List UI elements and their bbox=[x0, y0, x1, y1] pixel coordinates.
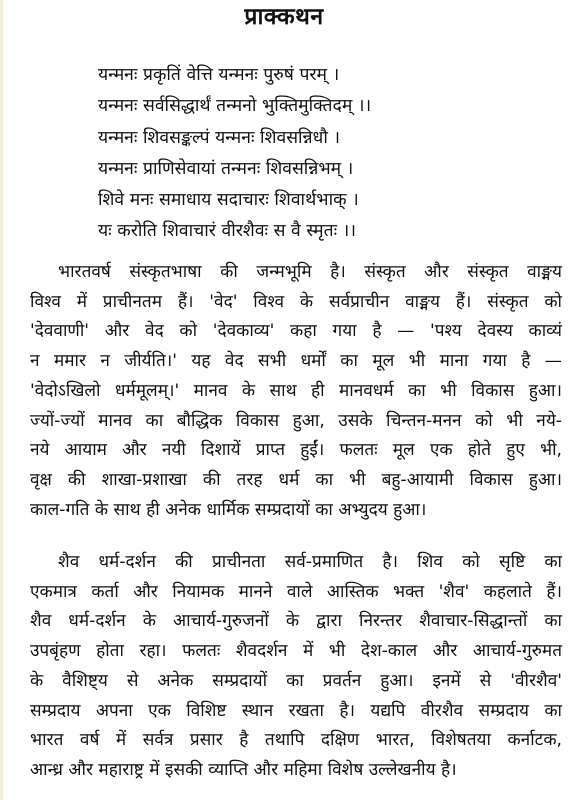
paragraph-line: नये आयाम और नयी दिशायें प्राप्त हुईं। फलतः मूल एक होते हुए भी, bbox=[30, 440, 562, 461]
verse-line: यन्मनः प्रकृतिं वेत्ति यन्मनः पुरुषं परम् । bbox=[98, 65, 340, 85]
verse-line: यन्मनः शिवसङ्कल्पं यन्मनः शिवसन्निधौ । bbox=[98, 127, 341, 148]
paragraph-line: एकमात्र कर्ता और नियामक मानने वाले आस्तिक भक्त 'शैव' कहलाते हैं। bbox=[30, 581, 562, 602]
verse-line: यन्मनः प्राणिसेवायां तन्मनः शिवसन्निभम् । bbox=[98, 158, 354, 179]
verse-line: यन्मनः सर्वसिद्धार्थं तन्मनो भुक्तिमुक्तिदम् ।। bbox=[98, 96, 372, 117]
paragraph-line: सम्प्रदाय अपना एक विशिष्ट स्थान रखता है। यद्यपि वीरशैव सम्प्रदाय का bbox=[30, 700, 562, 721]
paragraph-line: ज्यों-ज्यों मानव का बौद्धिक विकास हुआ, उसके चिन्तन-मनन को भी नये- bbox=[30, 410, 562, 431]
verse-line: यः करोति शिवाचारं वीरशैवः स वै स्मृतः ।। bbox=[98, 221, 356, 242]
paragraph-line: 'वेदोऽखिलो धर्ममूलम्।' मानव के साथ ही मानवधर्म का भी विकास हुआ। bbox=[30, 380, 562, 401]
paragraph-line: उपबृंहण होता रहा। फलतः शैवदर्शन में भी देश-काल और आचार्य-गुरुमत bbox=[30, 641, 562, 662]
page-edge bbox=[0, 0, 3, 800]
paragraph-line: 'देववाणी' और वेद को 'देवकाव्य' कहा गया है — 'पश्य देवस्य काव्यं bbox=[30, 321, 562, 342]
paragraph-line: भारत वर्ष में सर्वत्र प्रसार है तथापि दक्षिण भारत, विशेषतया कर्नाटक, bbox=[30, 730, 562, 751]
paragraph-line: के वैशिष्ट्य से अनेक सम्प्रदायों का प्रवर्तन हुआ। इनमें से 'वीरशैव' bbox=[30, 670, 562, 691]
paragraph-line: शैव धर्म-दर्शन की प्राचीनता सर्व-प्रमाणित है। शिव को सृष्टि का bbox=[58, 552, 562, 572]
paragraph-line: भारतवर्ष संस्कृतभाषा की जन्मभूमि है। संस्कृत और संस्कृत वाङ्मय bbox=[58, 262, 562, 282]
paragraph-line: विश्व में प्राचीनतम हैं। 'वेद' विश्व के सर्वप्राचीन वाङ्मय हैं। संस्कृत को bbox=[30, 291, 562, 312]
verse-line: शिवे मनः समाधाय सदाचारः शिवार्थभाक् । bbox=[98, 190, 359, 211]
paragraph-line: आन्ध्र और महाराष्ट्र में इसकी व्याप्ति और महिमा विशेष उल्लेखनीय है। bbox=[30, 759, 457, 780]
paragraph-1 bbox=[30, 258, 562, 525]
paragraph-line: शैव धर्म-दर्शन के आचार्य-गुरुजनों के द्वारा निरन्तर शैवाचार-सिद्धान्तों का bbox=[30, 611, 562, 632]
page-title: प्राक्कथन bbox=[244, 4, 324, 30]
verse-block bbox=[98, 60, 518, 248]
paragraph-line: काल-गति के साथ ही अनेक धार्मिक सम्प्रदायों का अभ्युदय हुआ। bbox=[30, 499, 427, 520]
paragraph-2 bbox=[30, 548, 562, 786]
paragraph-line: न ममार न जीर्यति।' यह वेद सभी धर्मों का मूल भी माना गया है — bbox=[30, 351, 562, 372]
paragraph-line: वृक्ष की शाखा-प्रशाखा की तरह धर्म का भी बहु-आयामी विकास हुआ। bbox=[30, 469, 562, 490]
